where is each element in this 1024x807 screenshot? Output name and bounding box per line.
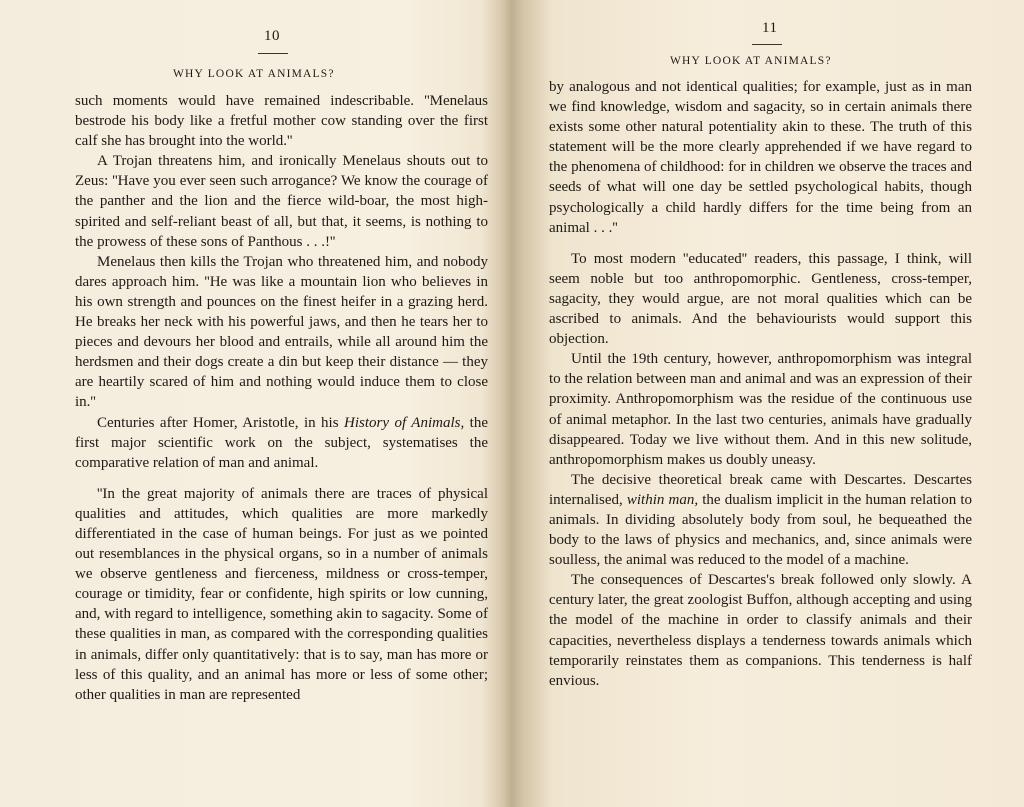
text-run: the first major scientific work on the subject, systematises the comparative relation of man and animal. [75,414,488,471]
page-number: 11 [762,20,778,36]
paragraph: such moments would have remained indescribable. ''Menelaus bestrode his body like a fretful mother cow standing over the first calf she has brought into the world.'' [75,93,488,150]
block-quote: ''In the great majority of animals there are traces of physical qualities and attitudes, which qualities are more markedly differentiated in the case of human beings. For just as we pointed out resemblances in the physical organs, so in a number of animals we observe gentleness and fierceness, mildness or cross-temper, courage or timidity, fear or confidente, high spirits or low cunning, and, with regard to intelligence, something akin to sagacity. Some of these qualities in man, as compared with the corresponding qualities in animals, differ only quantitatively: that is to say, man has more or less of this quality, and an animal has more or less of some other; other qualities in man are represented [75,485,488,703]
header-rule [752,44,782,45]
header-rule [258,53,288,54]
paragraph: Until the 19th century, however, anthropomorphism was integral to the relation between man and animal and was an expression of their proximity. Anthropomorphism was the residue of the continuous use of animal metaphor. In the last two centuries, animals have gradually disappeared. Today we live without them. And in this new solitude, anthropomorphism makes us doubly uneasy. [549,351,972,468]
paragraph: To most modern ''educated'' readers, this passage, I think, will seem noble but too anthropomorphic. Gentleness, cross-temper, sagacity, they would argue, are not moral qualities which can be ascribed to animals. And the behaviourists would support this objection. [549,250,972,348]
book-title: History of Animals, [344,414,465,431]
running-head: WHY LOOK AT ANIMALS? [173,68,335,80]
paragraph [75,413,488,473]
block-quote-continued: by analogous and not identical qualities; for example, just as in man we find knowledge, wisdom and sagacity, so in certain animals there exists some other natural potentiality akin to these. The truth of this statement will be the more clearly apprehended if we have regard to the phenomena of childhood: for in children we observe the traces and seeds of what will one day be settled psychological habits, though psychologically a child hardly differs for the time being from an animal . . .'' [549,79,972,236]
paragraph: The consequences of Descartes's break followed only slowly. A century later, the great zoologist Buffon, although accepting and using the model of the machine in order to classify animals and their capacities, nevertheless displays a tenderness towards animals which temporarily reinstates them as companions. This tenderness is half envious. [549,572,972,689]
body-text [549,77,972,691]
text-run: The decisive theoretical break came with Descartes. Descartes internalised, [549,471,972,508]
paragraph: Menelaus then kills the Trojan who threatened him, and nobody dares approach him. ''He was like a mountain lion who believes in his own strength and pounces on the finest heifer in a grazing herd. He breaks her neck with his powerful jaws, and then he tears her to pieces and devours her blood and entrails, while all around him the herdsmen and their dogs create a din but keep their distance — they are heartily scared of him and nothing would induce them to close in.'' [75,253,488,411]
text-run: Centuries after Homer, Aristotle, in his [97,414,345,431]
body-text [75,91,488,705]
running-head: WHY LOOK AT ANIMALS? [670,55,832,67]
emphasis: within man, [626,491,699,508]
right-page [512,0,1024,807]
paragraph: A Trojan threatens him, and ironically Menelaus shouts out to Zeus: ''Have you ever seen such arrogance? We know the courage of the panther and the lion and the fierce wild-boar, the most high-spirited and self-reliant beast of all, but that, it seems, is nothing to the prowess of these sons of Panthous . . .!'' [75,153,488,250]
text-run: the dualism implicit in the human relation to animals. In dividing absolutely body from soul, he bequeathed the body to the laws of physics and mechanics, and, since animals were soulless, the animal was reduced to the model of a machine. [549,491,972,569]
paragraph [549,470,972,570]
page-number: 10 [264,28,280,44]
